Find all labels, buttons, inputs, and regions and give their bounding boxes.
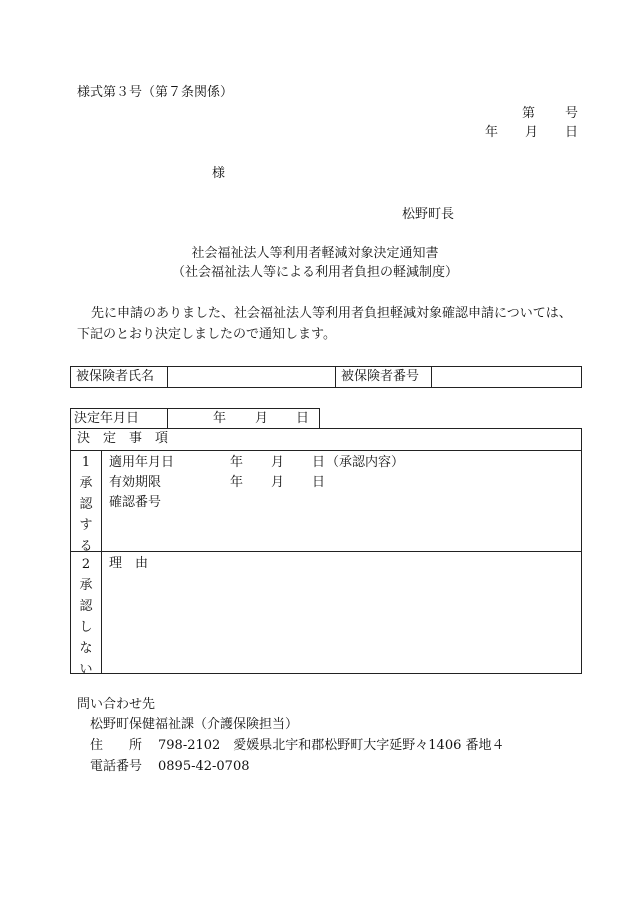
approve-marker-char: 認 (79, 497, 93, 512)
decision-date-day: 日 (296, 411, 310, 426)
issuer: 松野町長 (402, 207, 455, 222)
approve-marker-char: 1 (81, 455, 91, 470)
reason-label: 理 由 (109, 556, 149, 571)
reject-marker-char: し (79, 620, 93, 635)
reject-marker-char: い (79, 662, 93, 677)
contact-phone-label: 電話番号 (90, 759, 143, 774)
valid-period-label: 有効期限 (109, 475, 162, 490)
contact-dept: 松野町保健福祉課（介護保険担当） (90, 717, 299, 732)
approve-marker-char: る (79, 539, 93, 554)
contact-phone: 0895-42-0708 (158, 759, 250, 774)
contact-heading: 問い合わせ先 (77, 697, 156, 712)
decision-date-month: 月 (255, 411, 269, 426)
reject-marker-char: な (79, 641, 93, 656)
date-day: 日 (565, 125, 579, 140)
reject-marker (71, 554, 101, 680)
insured-number-label: 被保険者番号 (341, 369, 420, 384)
confirm-number-label: 確認番号 (109, 495, 162, 510)
decision-date-year: 年 (213, 411, 227, 426)
form-number: 様式第３号（第７条関係） (77, 85, 234, 100)
insured-number-field[interactable] (432, 367, 581, 387)
decision-date-table (70, 408, 320, 429)
approve-marker (71, 452, 101, 557)
valid-period-year: 年 (230, 475, 244, 490)
decision-header: 決 定 事 項 (77, 431, 169, 446)
apply-date-year: 年 (230, 455, 244, 470)
title-line2: （社会福祉法人等による利用者負担の軽減制度） (171, 265, 458, 280)
decision-table (70, 428, 582, 677)
body-line2: 下記のとおり決定しましたので通知します。 (77, 327, 336, 342)
addressee-suffix: 様 (212, 166, 226, 181)
apply-date-month: 月 (271, 455, 285, 470)
apply-date-label: 適用年月日 (109, 455, 175, 470)
approval-note: （承認内容） (326, 455, 405, 470)
number-go: 号 (565, 106, 579, 121)
date-month: 月 (525, 125, 539, 140)
valid-period-month: 月 (271, 475, 285, 490)
decision-date-label: 決定年月日 (74, 411, 140, 426)
approve-marker-char: 承 (79, 476, 93, 491)
contact-address-label: 住 所 (90, 738, 143, 753)
valid-period-day: 日 (312, 475, 326, 490)
approve-marker-char: す (79, 518, 93, 533)
body-line1: 先に申請のありました、社会福祉法人等利用者負担軽減対象確認申請については、 (91, 306, 572, 321)
reject-marker-char: 承 (79, 578, 93, 593)
reject-marker-char: 認 (79, 599, 93, 614)
number-dai: 第 (522, 106, 536, 121)
insured-table (70, 366, 582, 388)
apply-date-day: 日 (312, 455, 326, 470)
contact-address: 798-2102 愛媛県北宇和郡松野町大字延野々1406 番地４ (158, 738, 505, 753)
date-year: 年 (485, 125, 499, 140)
insured-name-label: 被保険者氏名 (76, 369, 155, 384)
reject-marker-char: 2 (81, 557, 91, 572)
title-line1: 社会福祉法人等利用者軽減対象決定通知書 (191, 246, 439, 261)
